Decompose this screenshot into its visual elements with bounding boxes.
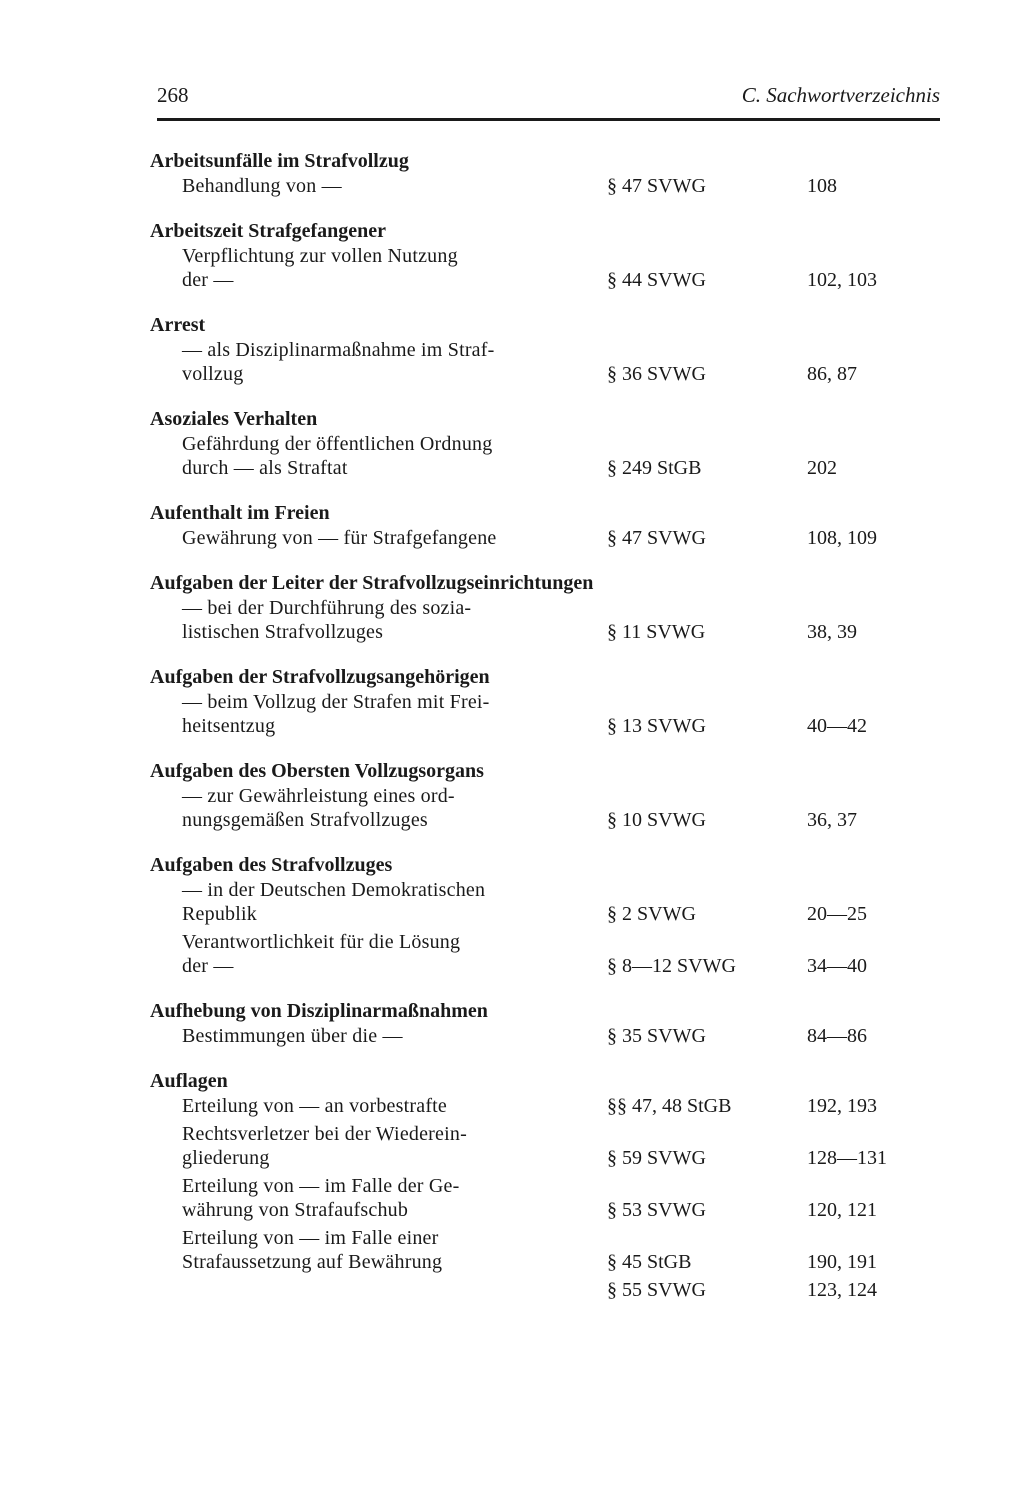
index-entry [150, 148, 910, 198]
law-reference: § 47 SVWG [607, 175, 706, 197]
page-reference: 84—86 [807, 1025, 867, 1047]
law-reference: § 45 StGB [607, 1251, 692, 1273]
subentry-text: Erteilung von — an vorbestrafte [182, 1095, 448, 1117]
index-term: Arrest [150, 314, 206, 336]
index-term: Aufgaben des Strafvollzuges [150, 854, 393, 876]
index-subentry-extra [182, 1274, 910, 1302]
subentry-text: Verantwortlichkeit für die Lösung der — [182, 931, 461, 977]
subject-index [150, 148, 910, 1322]
index-entry [150, 406, 910, 480]
law-reference: § 35 SVWG [607, 1025, 706, 1047]
index-entry [150, 998, 910, 1048]
subentry-text: Erteilung von — im Falle einer Strafaussetzung auf Bewährung [182, 1227, 443, 1273]
subentry-text: Erteilung von — im Falle der Ge- währung von Strafaufschub [182, 1175, 460, 1221]
index-term: Aufgaben des Obersten Vollzugsorgans [150, 760, 484, 782]
law-reference: § 47 SVWG [607, 527, 706, 549]
law-reference: § 53 SVWG [607, 1199, 706, 1221]
index-subentry [182, 244, 910, 292]
law-reference: § 59 SVWG [607, 1147, 706, 1169]
subentry-text: — beim Vollzug der Strafen mit Frei- heitsentzug [182, 691, 490, 737]
index-subentry [182, 338, 910, 386]
index-subentry [182, 596, 910, 644]
index-entry [150, 312, 910, 386]
subentry-text: Verpflichtung zur vollen Nutzung der — [182, 245, 458, 291]
index-term: Aufgaben der Strafvollzugsangehörigen [150, 666, 490, 688]
page-reference: 108, 109 [807, 527, 877, 549]
page-reference: 192, 193 [807, 1095, 877, 1117]
index-subentry [182, 1094, 910, 1118]
index-subentry [182, 526, 910, 550]
subentry-text: — zur Gewährleistung eines ord- nungsgemäßen Strafvollzuges [182, 785, 455, 831]
index-term: Aufgaben der Leiter der Strafvollzugseinrichtungen [150, 572, 594, 594]
page-reference: 36, 37 [807, 809, 857, 831]
law-reference: § 36 SVWG [607, 363, 706, 385]
law-reference: §§ 47, 48 StGB [607, 1095, 732, 1117]
index-entry [150, 570, 910, 644]
law-reference: § 44 SVWG [607, 269, 706, 291]
index-term: Arbeitsunfälle im Strafvollzug [150, 150, 409, 172]
law-reference: § 13 SVWG [607, 715, 706, 737]
page-reference: 108 [807, 175, 837, 197]
index-subentry [182, 174, 910, 198]
index-subentry [182, 1226, 910, 1274]
index-subentry [182, 1174, 910, 1222]
subentry-text: Rechtsverletzer bei der Wiederein- gliederung [182, 1123, 467, 1169]
index-term: Arbeitszeit Strafgefangener [150, 220, 387, 242]
law-reference: § 55 SVWG [607, 1279, 706, 1301]
page-reference: 40—42 [807, 715, 867, 737]
page-reference: 34—40 [807, 955, 867, 977]
page-reference: 20—25 [807, 903, 867, 925]
page-reference: 202 [807, 457, 837, 479]
page-header [157, 83, 940, 115]
index-entry [150, 852, 910, 978]
page-reference: 86, 87 [807, 363, 857, 385]
law-reference: § 2 SVWG [607, 903, 696, 925]
index-subentry [182, 930, 910, 978]
index-entry [150, 664, 910, 738]
page-reference: 190, 191 [807, 1251, 877, 1273]
index-subentry [182, 1024, 910, 1048]
index-subentry [182, 690, 910, 738]
page-reference: 102, 103 [807, 269, 877, 291]
index-term: Asoziales Verhalten [150, 408, 318, 430]
law-reference: § 10 SVWG [607, 809, 706, 831]
subentry-text: Bestimmungen über die — [182, 1025, 403, 1047]
subentry-text: Behandlung von — [182, 175, 342, 197]
index-subentry [182, 432, 910, 480]
subentry-text: Gewährung von — für Strafgefangene [182, 527, 497, 549]
law-reference: § 11 SVWG [607, 621, 706, 643]
index-term: Aufenthalt im Freien [150, 502, 330, 524]
header-rule [157, 118, 940, 121]
page-reference: 123, 124 [807, 1279, 877, 1301]
section-title: C. Sachwortverzeichnis [741, 83, 940, 107]
law-reference: § 249 StGB [607, 457, 702, 479]
index-term: Auflagen [150, 1070, 228, 1092]
page-number: 268 [157, 83, 189, 107]
subentry-text: — in der Deutschen Demokratischen Republik [182, 879, 486, 925]
law-reference: § 8—12 SVWG [607, 955, 736, 977]
index-entry [150, 758, 910, 832]
index-entry [150, 1068, 910, 1302]
index-subentry [182, 784, 910, 832]
page-reference: 120, 121 [807, 1199, 877, 1221]
subentry-text: Gefährdung der öffentlichen Ordnung durch — als Straftat [182, 433, 493, 479]
page-reference: 38, 39 [807, 621, 857, 643]
subentry-text: — als Disziplinarmaßnahme im Straf- vollzug [182, 339, 495, 385]
subentry-text: — bei der Durchführung des sozia- listischen Strafvollzuges [182, 597, 472, 643]
index-entry [150, 500, 910, 550]
index-subentry [182, 1122, 910, 1170]
index-term: Aufhebung von Disziplinarmaßnahmen [150, 1000, 488, 1022]
page-reference: 128—131 [807, 1147, 887, 1169]
index-entry [150, 218, 910, 292]
index-subentry [182, 878, 910, 926]
